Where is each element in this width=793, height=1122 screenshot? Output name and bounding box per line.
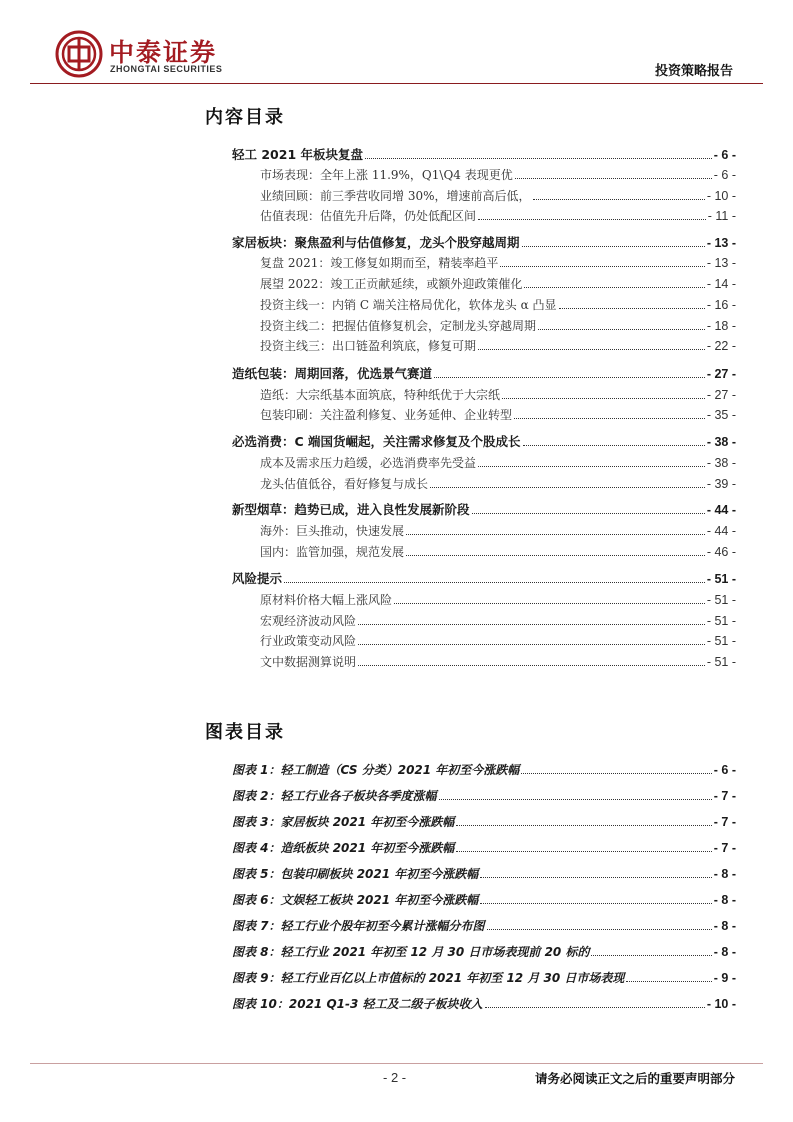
toc-entry[interactable]: 成本及需求压力趋缓，必选消费率先受益 - 38 - (260, 456, 736, 470)
toc-entry[interactable]: 业绩回顾：前三季营收同增 30%，增速前高后低， - 10 - (260, 189, 736, 203)
report-type: 投资策略报告 (654, 64, 733, 79)
toc-title: 内容目录 (205, 107, 285, 128)
logo-chinese-name: 中泰证券 (109, 38, 218, 67)
figure-entry[interactable]: 图表 1：轻工制造（CS 分类）2021 年初至今涨跌幅 - 6 - (232, 763, 736, 777)
toc-entry[interactable]: 国内：监管加强，规范发展 - 46 - (260, 545, 736, 559)
toc-entry[interactable]: 投资主线二：把握估值修复机会，定制龙头穿越周期 - 18 - (260, 319, 736, 333)
toc-entry[interactable]: 风险提示 - 51 - (232, 571, 736, 586)
toc-entry[interactable]: 原材料价格大幅上涨风险 - 51 - (260, 593, 736, 607)
toc-entry[interactable]: 展望 2022：竣工正贡献延续，或额外迎政策催化 - 14 - (260, 277, 736, 291)
figure-entry[interactable]: 图表 5：包装印刷板块 2021 年初至今涨跌幅 - 8 - (232, 867, 736, 881)
figure-entry[interactable]: 图表 10：2021 Q1-3 轻工及二级子板块收入 - 10 - (232, 997, 736, 1011)
toc-entry[interactable]: 复盘 2021：竣工修复如期而至，精装率趋平 - 13 - (260, 256, 736, 270)
toc-entry[interactable]: 造纸包装：周期回落，优选景气赛道 - 27 - (232, 366, 736, 381)
disclaimer-note: 请务必阅读正文之后的重要声明部分 (534, 1071, 735, 1086)
toc-entry[interactable]: 新型烟草：趋势已成，进入良性发展新阶段 - 44 - (232, 502, 736, 517)
header-divider (30, 83, 763, 84)
toc-entry[interactable]: 轻工 2021 年板块复盘 - 6 - (232, 147, 736, 162)
figure-entry[interactable]: 图表 6：文娱轻工板块 2021 年初至今涨跌幅 - 8 - (232, 893, 736, 907)
toc-entry[interactable]: 必选消费：C 端国货崛起，关注需求修复及个股成长 - 38 - (232, 434, 736, 449)
figure-entry[interactable]: 图表 2：轻工行业各子板块各季度涨幅 - 7 - (232, 789, 736, 803)
toc-entry[interactable]: 行业政策变动风险 - 51 - (260, 634, 736, 648)
toc-entry[interactable]: 海外：巨头推动，快速发展 - 44 - (260, 524, 736, 538)
page-number: - 2 - (383, 1070, 407, 1085)
logo-english-name: ZHONGTAI SECURITIES (110, 64, 223, 74)
toc-entry[interactable]: 龙头估值低谷，看好修复与成长 - 39 - (260, 477, 736, 491)
figures-title: 图表目录 (205, 722, 285, 743)
company-logo (55, 30, 245, 78)
toc-entry[interactable]: 文中数据测算说明 - 51 - (260, 655, 736, 669)
toc-entry[interactable]: 家居板块：聚焦盈利与估值修复，龙头个股穿越周期 - 13 - (232, 235, 736, 250)
toc-entry[interactable]: 投资主线一：内销 C 端关注格局优化，软体龙头 α 凸显 - 16 - (260, 298, 736, 312)
zhongtai-logo-icon (55, 30, 103, 78)
toc-entry[interactable]: 宏观经济波动风险 - 51 - (260, 614, 736, 628)
toc-entry[interactable]: 市场表现：全年上涨 11.9%，Q1\Q4 表现更优 - 6 - (260, 168, 736, 182)
toc-entry[interactable]: 包装印刷：关注盈利修复、业务延伸、企业转型 - 35 - (260, 408, 736, 422)
figure-entry[interactable]: 图表 9：轻工行业百亿以上市值标的 2021 年初至 12 月 30 日市场表现 - 9 - (232, 971, 736, 985)
figure-entry[interactable]: 图表 7：轻工行业个股年初至今累计涨幅分布图 - 8 - (232, 919, 736, 933)
figure-entry[interactable]: 图表 3：家居板块 2021 年初至今涨跌幅 - 7 - (232, 815, 736, 829)
toc-entry[interactable]: 估值表现：估值先升后降，仍处低配区间 - 11 - (260, 209, 736, 223)
toc-entry[interactable]: 投资主线三：出口链盈利筑底，修复可期 - 22 - (260, 339, 736, 353)
toc-entry[interactable]: 造纸：大宗纸基本面筑底，特种纸优于大宗纸 - 27 - (260, 388, 736, 402)
figure-entry[interactable]: 图表 8：轻工行业 2021 年初至 12 月 30 日市场表现前 20 标的 - 8 - (232, 945, 736, 959)
figure-entry[interactable]: 图表 4：造纸板块 2021 年初至今涨跌幅 - 7 - (232, 841, 736, 855)
footer-divider (30, 1063, 763, 1064)
